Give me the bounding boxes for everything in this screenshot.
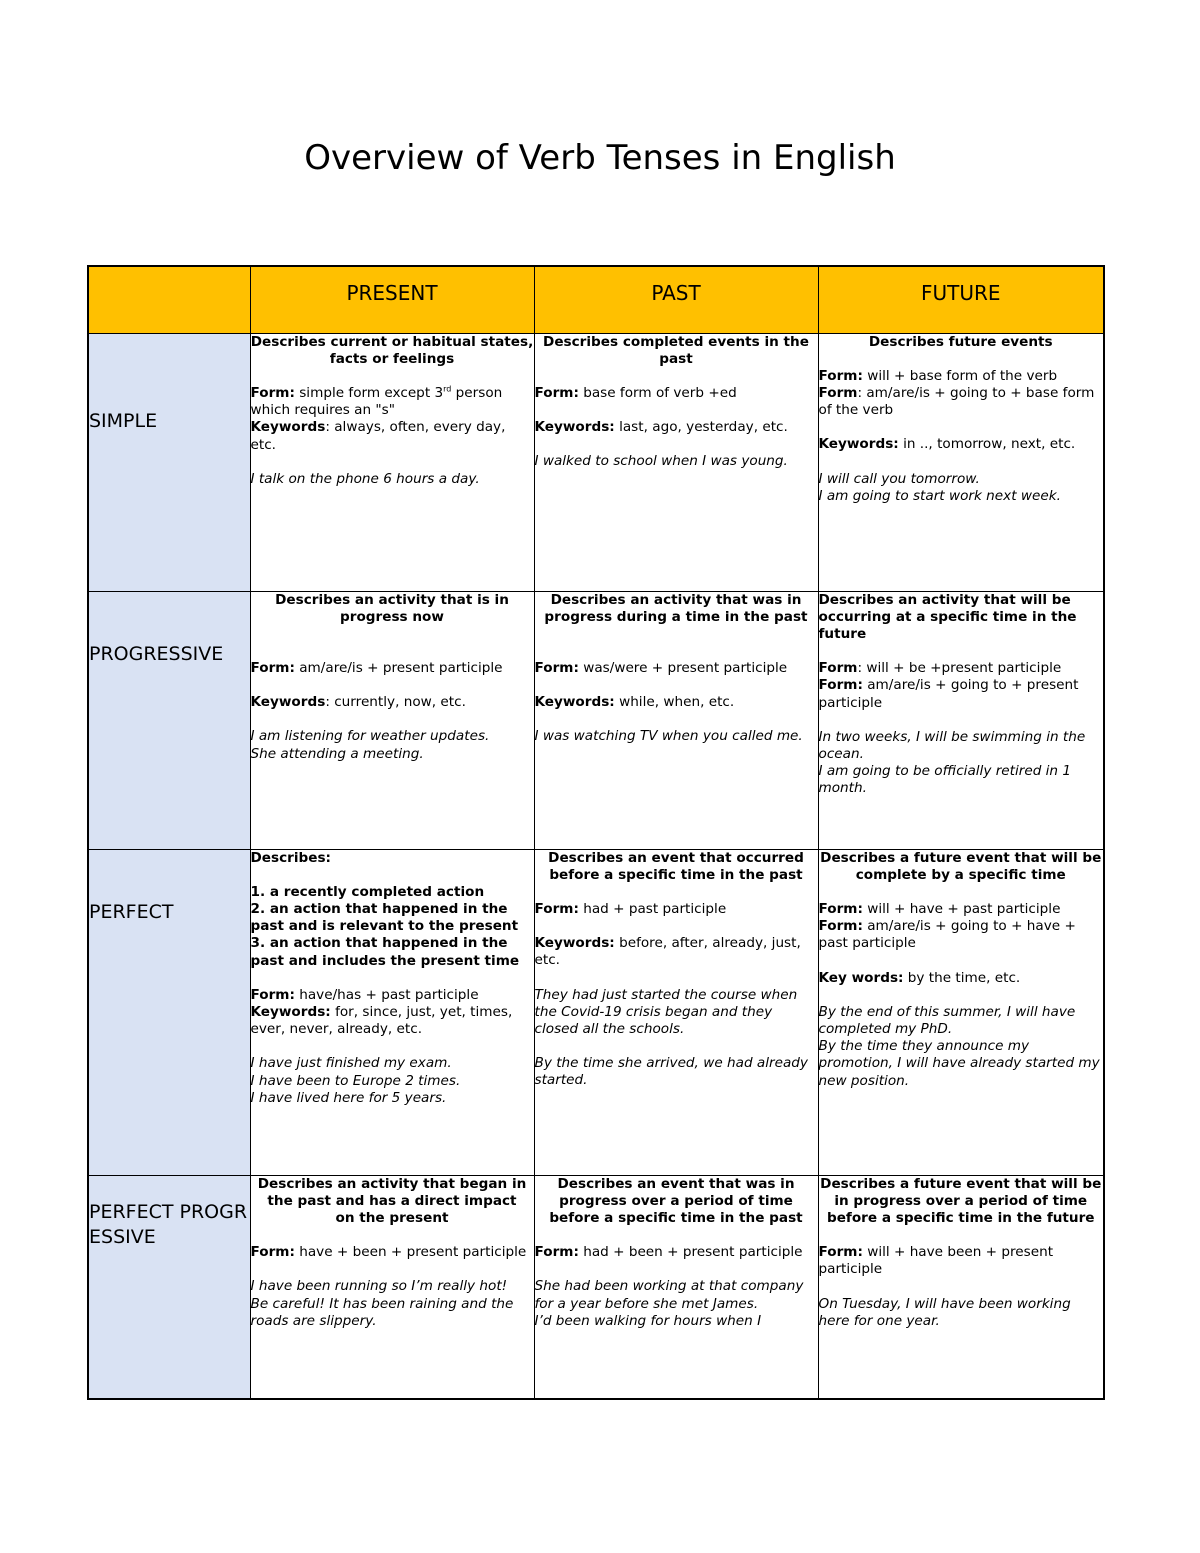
example: I am going to start work next week. xyxy=(818,487,1061,504)
description: Describes an activity that is in progress now xyxy=(275,591,509,625)
keywords-text: : always, often, every day, etc. xyxy=(250,419,506,453)
form-superscript: rd xyxy=(443,384,452,394)
keywords-line xyxy=(251,419,534,453)
form-line xyxy=(251,385,534,419)
form-text: will + have been + present participle xyxy=(818,1244,1054,1278)
description: Describes: xyxy=(250,849,331,866)
example: They had just started the course when the Covid-19 crisis began and they closed all the schools. xyxy=(534,986,798,1037)
form-label: Form: xyxy=(818,900,863,917)
column-header-past: PAST xyxy=(534,266,818,333)
keywords-text: before, after, already, just, etc. xyxy=(534,935,801,969)
form-line xyxy=(819,385,1104,419)
form-text: simple form except 3 xyxy=(294,384,444,401)
form-text: was/were + present participle xyxy=(578,659,788,676)
form-label: Form: xyxy=(534,900,579,917)
form-line xyxy=(819,1244,1104,1278)
form-label: Form: xyxy=(818,677,863,694)
example: By the time she arrived, we had already started. xyxy=(534,1055,808,1089)
keywords-text: while, when, etc. xyxy=(614,694,735,711)
table-header-row xyxy=(88,266,1104,333)
row-label-text: SIMPLE xyxy=(89,409,158,432)
keywords-label: Keywords: xyxy=(818,436,899,453)
form-label: Form: xyxy=(250,1244,295,1261)
cell-perfect-future xyxy=(818,849,1104,1175)
form-text: will + have + past participle xyxy=(862,900,1061,917)
cell-simple-future xyxy=(818,333,1104,591)
row-label-perfect-progressive xyxy=(88,1175,250,1399)
description: Describes a future event that will be complete by a specific time xyxy=(820,849,1102,883)
example: I have just finished my exam. xyxy=(250,1055,452,1072)
form-label: Form: xyxy=(250,384,295,401)
cell-perfect-progressive-future xyxy=(818,1175,1104,1399)
form-text: have/has + past participle xyxy=(294,986,479,1003)
form-label: Form: xyxy=(534,1244,579,1261)
row-label-text: PROGRESSIVE xyxy=(89,642,224,665)
keywords-text: for, since, just, yet, times, ever, never, already, etc. xyxy=(250,1003,513,1038)
example: I walked to school when I was young. xyxy=(534,453,788,470)
row-label-progressive xyxy=(88,591,250,849)
keywords-line xyxy=(535,935,818,969)
example: I was watching TV when you called me. xyxy=(534,728,803,745)
example: I will call you tomorrow. xyxy=(818,470,980,487)
example: In two weeks, I will be swimming in the ocean. xyxy=(818,728,1086,762)
form-text: have + been + present participle xyxy=(294,1244,527,1261)
form-text: had + been + present participle xyxy=(578,1244,803,1261)
form-line xyxy=(819,660,1104,677)
page-title: Overview of Verb Tenses in English xyxy=(304,138,896,178)
example: She attending a meeting. xyxy=(250,745,424,762)
form-text: am/are/is + going to + present participle xyxy=(818,677,1079,711)
keywords-label: Keywords: xyxy=(250,1003,331,1020)
description: Describes a future event that will be in progress over a period of time before a specific time in the future xyxy=(820,1175,1102,1226)
keywords-label: Keywords xyxy=(250,419,326,436)
description: Describes completed events in the past xyxy=(543,333,809,367)
keywords-label: Keywords: xyxy=(534,935,615,952)
form-label: Form: xyxy=(250,659,295,676)
form-line xyxy=(819,901,1104,918)
keywords-text: in .., tomorrow, next, etc. xyxy=(898,436,1076,453)
form-line xyxy=(535,901,818,918)
keywords-line xyxy=(251,1004,534,1038)
form-label: Form: xyxy=(818,367,863,384)
example: By the end of this summer, I will have completed my PhD. xyxy=(818,1003,1076,1037)
column-header-present: PRESENT xyxy=(250,266,534,333)
description: Describes an event that occurred before a specific time in the past xyxy=(548,849,804,883)
form-label: Form: xyxy=(818,918,863,935)
form-line xyxy=(535,660,818,677)
example: I am going to be officially retired in 1 month. xyxy=(818,763,1072,797)
cell-simple-present xyxy=(250,333,534,591)
cell-perfect-progressive-present xyxy=(250,1175,534,1399)
example: Be careful! It has been raining and the roads are slippery. xyxy=(250,1295,514,1329)
list-item: 2. an action that happened in the past and is relevant to the present xyxy=(250,900,519,935)
example: On Tuesday, I will have been working here for one year. xyxy=(818,1295,1071,1329)
example: I’d been walking for hours when I xyxy=(534,1312,762,1329)
list-item: 1. a recently completed action xyxy=(250,883,485,900)
form-line xyxy=(819,677,1104,711)
example: I talk on the phone 6 hours a day. xyxy=(250,470,480,487)
form-line xyxy=(251,987,534,1004)
form-label: Form: xyxy=(534,659,579,676)
form-text: : am/are/is + going to + base form of the verb xyxy=(818,384,1095,419)
example: I have lived here for 5 years. xyxy=(250,1089,447,1106)
form-text: : will + be +present participle xyxy=(857,660,1062,677)
column-header-future: FUTURE xyxy=(818,266,1104,333)
form-text: am/are/is + present participle xyxy=(294,659,503,676)
verb-tenses-table xyxy=(87,265,1105,1400)
cell-perfect-progressive-past xyxy=(534,1175,818,1399)
row-label-perfect xyxy=(88,849,250,1175)
form-line xyxy=(535,1244,818,1261)
form-line xyxy=(251,1244,534,1261)
form-line xyxy=(535,385,818,402)
description: Describes future events xyxy=(868,333,1053,350)
keywords-line xyxy=(819,970,1104,987)
description: Describes an activity that will be occurring at a specific time in the future xyxy=(818,591,1077,642)
form-text: will + base form of the verb xyxy=(862,367,1058,384)
cell-progressive-present xyxy=(250,591,534,849)
form-text: had + past participle xyxy=(578,900,727,917)
form-label: Form: xyxy=(250,986,295,1003)
cell-progressive-future xyxy=(818,591,1104,849)
table-row-perfect xyxy=(88,849,1104,1175)
form-label: Form xyxy=(818,384,858,401)
list-item: 3. an action that happened in the past and includes the present time xyxy=(250,935,520,969)
table-row-simple xyxy=(88,333,1104,591)
form-line xyxy=(819,918,1104,952)
form-text: person which requires an "s" xyxy=(250,384,503,419)
keywords-text: by the time, etc. xyxy=(903,969,1021,986)
keywords-label: Keywords: xyxy=(534,694,615,711)
keywords-text: : currently, now, etc. xyxy=(325,694,466,711)
form-label: Form: xyxy=(534,384,579,401)
table-row-progressive xyxy=(88,591,1104,849)
keywords-line xyxy=(535,419,818,436)
form-text: base form of verb +ed xyxy=(578,384,737,401)
keywords-line xyxy=(535,694,818,711)
description: Describes an activity that was in progress during a time in the past xyxy=(544,591,808,625)
keywords-line xyxy=(251,694,534,711)
cell-perfect-past xyxy=(534,849,818,1175)
cell-simple-past xyxy=(534,333,818,591)
description: Describes an activity that began in the past and has a direct impact xyxy=(257,1175,527,1209)
row-label-text: PERFECT PROGRESSIVE xyxy=(89,1200,248,1248)
keywords-label: Keywords: xyxy=(534,419,615,436)
description: Describes current or habitual states, facts or feelings xyxy=(250,333,534,367)
form-line xyxy=(819,368,1104,385)
keywords-line xyxy=(819,436,1104,453)
description: Describes an event that was in progress over a period of time before a specific time in the past xyxy=(549,1175,803,1226)
table-row-perfect-progressive xyxy=(88,1175,1104,1399)
example: I am listening for weather updates. xyxy=(250,728,490,745)
form-label: Form: xyxy=(818,1244,863,1261)
example: She had been working at that company for a year before she met James. xyxy=(534,1278,804,1312)
example: By the time they announce my promotion, I will have already started my new position. xyxy=(818,1038,1100,1089)
keywords-label: Key words: xyxy=(818,969,904,986)
row-label-simple xyxy=(88,333,250,591)
keywords-label: Keywords xyxy=(250,694,326,711)
row-label-text: PERFECT xyxy=(89,900,174,923)
corner-cell xyxy=(88,266,250,333)
form-label: Form xyxy=(818,660,858,677)
keywords-text: last, ago, yesterday, etc. xyxy=(614,419,788,436)
example: I have been running so I’m really hot! xyxy=(250,1278,508,1295)
cell-perfect-present xyxy=(250,849,534,1175)
description: on the present xyxy=(335,1209,449,1226)
form-text: am/are/is + going to + have + past participle xyxy=(818,918,1076,952)
example: I have been to Europe 2 times. xyxy=(250,1072,461,1089)
cell-progressive-past xyxy=(534,591,818,849)
form-line xyxy=(251,660,534,677)
